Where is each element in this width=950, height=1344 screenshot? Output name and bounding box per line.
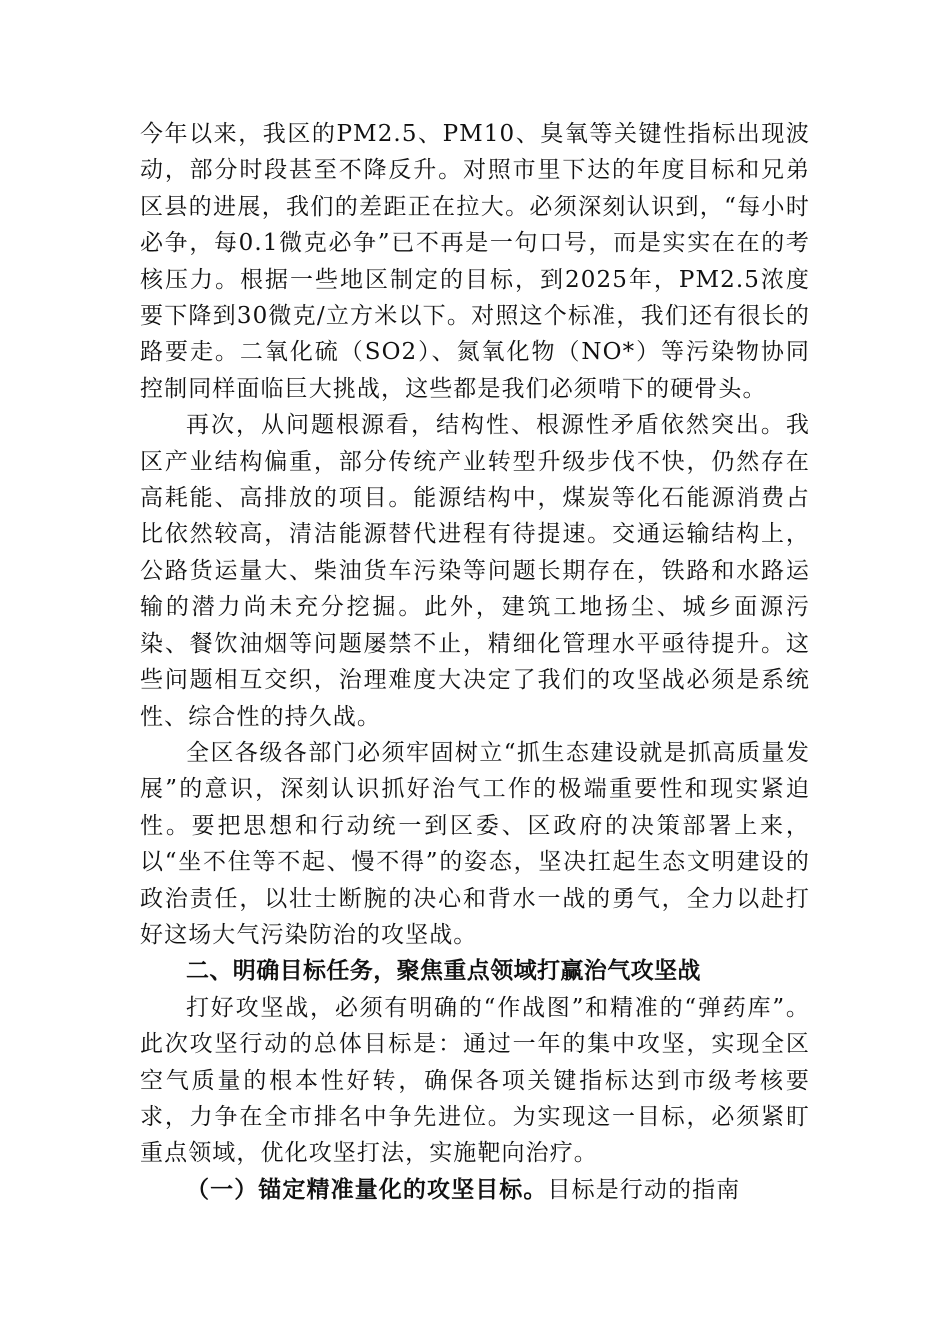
subsection-text: 目标是行动的指南	[547, 1176, 741, 1203]
subsection-1	[140, 1172, 810, 1208]
subsection-lead: （一）锚定精准量化的攻坚目标。	[186, 1175, 548, 1203]
paragraph-1: 今年以来，我区的PM2.5、PM10、臭氧等关键性指标出现波动，部分时段甚至不降反升。对照市里下达的年度目标和兄弟区县的进展，我们的差距正在拉大。必须深刻认识到，“每小时必争，每0.1微克必争”已不再是一句口号，而是实实在在的考核压力。根据一些地区制定的目标，到2025年，PM2.5浓度要下降到30微克/立方米以下。对照这个标准，我们还有很长的路要走。二氧化硫（SO2）、氮氧化物（NO*）等污染物协同控制同样面临巨大挑战，这些都是我们必须啃下的硬骨头。	[140, 121, 810, 402]
paragraph-3: 全区各级各部门必须牢固树立“抓生态建设就是抓高质量发展”的意识，深刻认识抓好治气工作的极端重要性和现实紧迫性。要把思想和行动统一到区委、区政府的决策部署上来，以“坐不住等不起、慢不得”的姿态，坚决扛起生态文明建设的政治责任，以壮士断腕的决心和背水一战的勇气，全力以赴打好这场大气污染防治的攻坚战。	[140, 739, 810, 948]
section-heading: 二、明确目标任务，聚焦重点领域打赢治气攻坚战	[186, 958, 701, 985]
paragraph-4: 打好攻坚战，必须有明确的“作战图”和精准的“弹药库”。此次攻坚行动的总体目标是：通过一年的集中攻坚，实现全区空气质量的根本性好转，确保各项关键指标达到市级考核要求，力争在全市排名中争先进位。为实现这一目标，必须紧盯重点领域，优化攻坚打法，实施靶向治疗。	[140, 994, 810, 1167]
document-body	[140, 116, 810, 1208]
paragraph-2: 再次，从问题根源看，结构性、根源性矛盾依然突出。我区产业结构偏重，部分传统产业转型升级步伐不快，仍然存在高耗能、高排放的项目。能源结构中，煤炭等化石能源消费占比依然较高，清洁能源替代进程有待提速。交通运输结构上，公路货运量大、柴油货车污染等问题长期存在，铁路和水路运输的潜力尚未充分挖掘。此外，建筑工地扬尘、城乡面源污染、餐饮油烟等问题屡禁不止，精细化管理水平亟待提升。这些问题相互交织，治理难度大决定了我们的攻坚战必须是系统性、综合性的持久战。	[140, 412, 810, 730]
